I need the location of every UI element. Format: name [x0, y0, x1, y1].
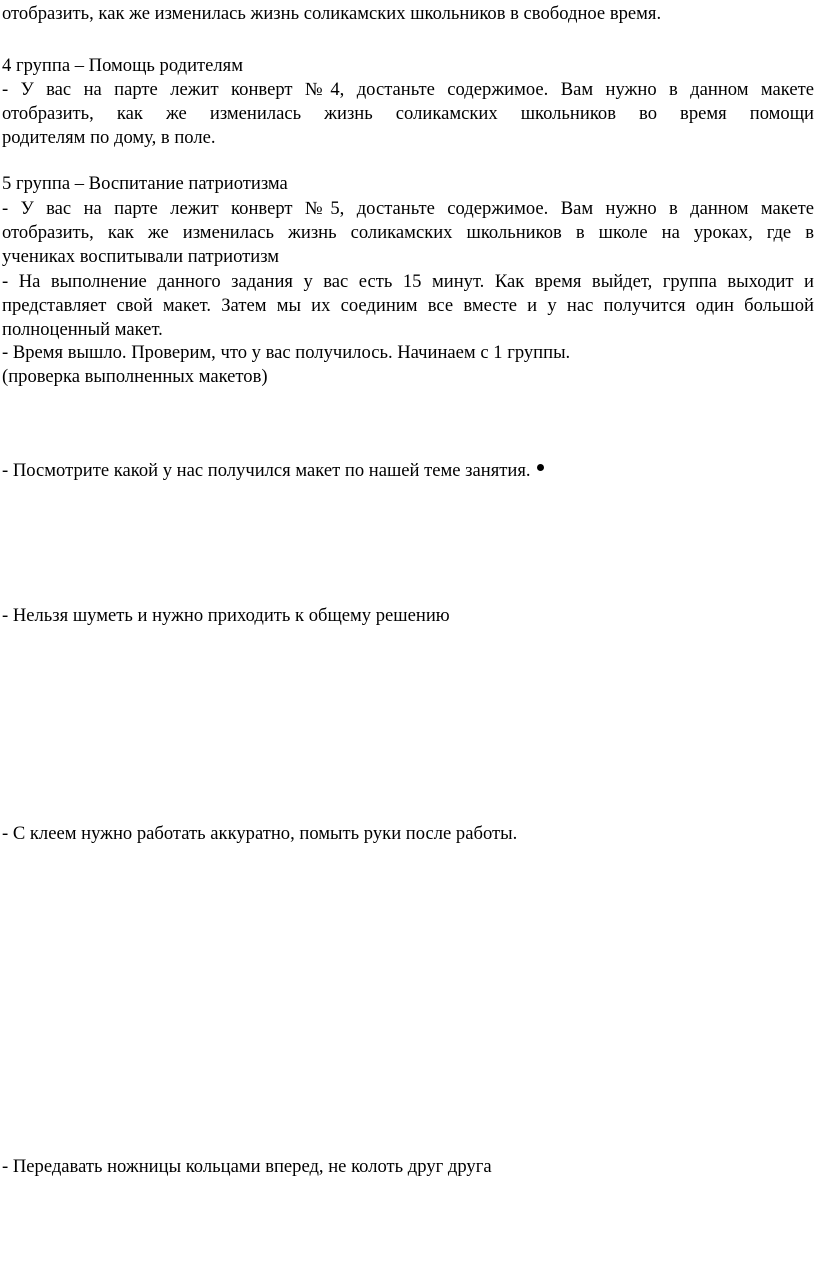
- group4-title: 4 группа – Помощь родителям: [2, 55, 243, 76]
- bullet-dot-icon: [537, 464, 544, 471]
- group5-line-1: - У вас на парте лежит конверт №5, достаньте содержимое. Вам нужно в данном макете: [2, 198, 814, 219]
- group5-line-5: представляет свой макет. Затем мы их соединим все вместе и у нас получится один большой: [2, 295, 814, 316]
- group5-line-7: - Время вышло. Проверим, что у вас получилось. Начинаем с 1 группы.: [2, 342, 571, 363]
- intro-line: отобразить, как же изменилась жизнь соликамских школьников в свободное время.: [2, 3, 662, 24]
- group4-line-2: отобразить, как же изменилась жизнь соликамских школьников во время помощи: [2, 103, 814, 124]
- group5-line-4: - На выполнение данного задания у вас есть 15 минут. Как время выйдет, группа выходит и: [2, 271, 814, 292]
- remark-scissors: - Передавать ножницы кольцами вперед, не колоть друг друга: [2, 1156, 492, 1177]
- group5-line-2: отобразить, как же изменилась жизнь соликамских школьников в школе на уроках, где в: [2, 222, 814, 243]
- group4-line-3: родителям по дому, в поле.: [2, 127, 216, 148]
- remark-look-at-model-text: - Посмотрите какой у нас получился макет по нашей теме занятия.: [2, 460, 531, 481]
- group5-line-3: учениках воспитывали патриотизм: [2, 246, 280, 267]
- group5-line-6: полноценный макет.: [2, 319, 163, 340]
- group5-line-8: (проверка выполненных макетов): [2, 366, 268, 387]
- remark-look-at-model: [2, 459, 814, 483]
- remark-no-noise: - Нельзя шуметь и нужно приходить к общему решению: [2, 605, 450, 626]
- group5-title: 5 группа – Воспитание патриотизма: [2, 173, 288, 194]
- group4-line-1: - У вас на парте лежит конверт №4, достаньте содержимое. Вам нужно в данном макете: [2, 79, 814, 100]
- remark-glue: - С клеем нужно работать аккуратно, помыть руки после работы.: [2, 823, 518, 844]
